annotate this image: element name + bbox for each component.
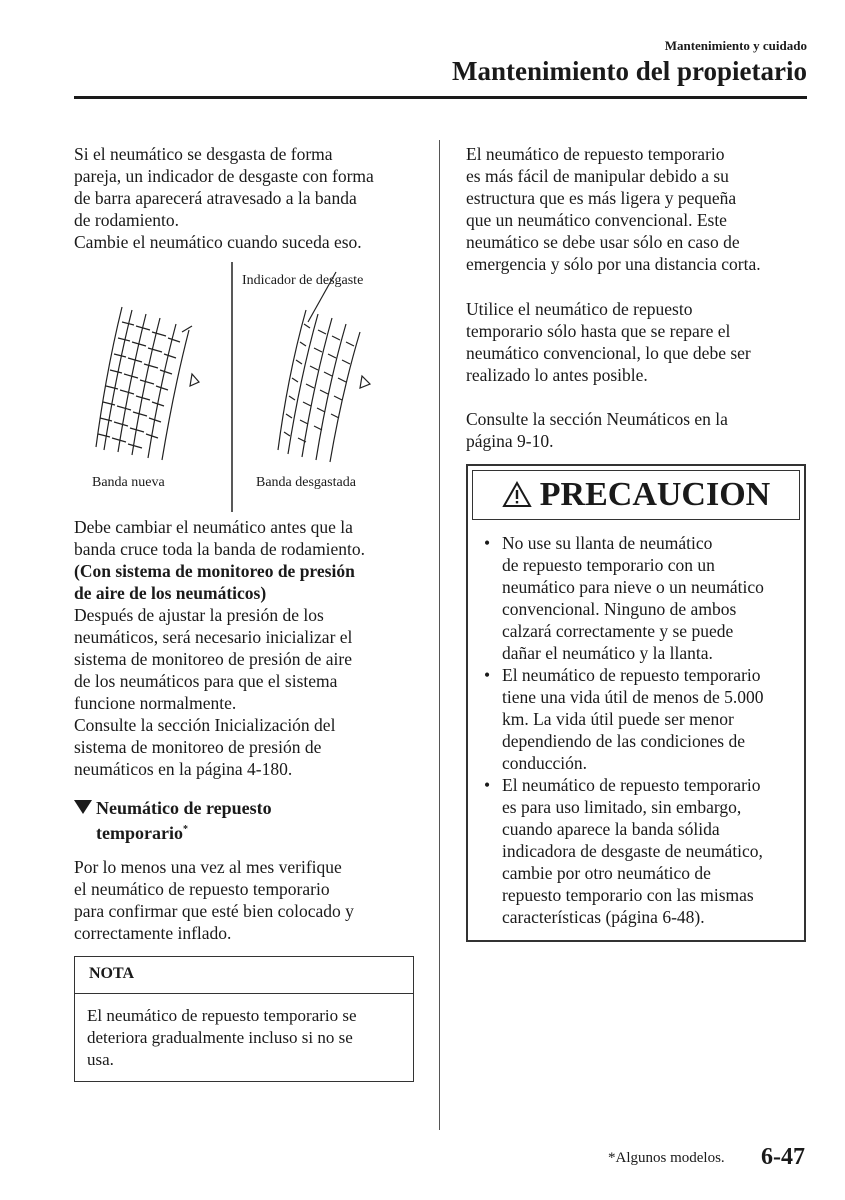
text-line: El neumático de repuesto temporario se [87, 1006, 357, 1025]
text-line: neumáticos en la página 4-180. [74, 759, 293, 779]
caution-title-bar [472, 470, 800, 520]
note-separator [75, 993, 413, 994]
replace-paragraph [74, 516, 365, 780]
header-rule [74, 96, 807, 99]
bullet-icon: • [484, 533, 491, 553]
text-line: El neumático de repuesto temporario [502, 665, 761, 685]
text-line: de rodamiento. [74, 210, 179, 230]
caution-item [484, 532, 764, 664]
text-line: temporario sólo hasta que se repare el [466, 321, 731, 341]
tread-wear-illustration [74, 262, 419, 512]
text-line: convencional. Ninguno de ambos [502, 599, 737, 619]
section-heading-line1: Neumático de repuesto [96, 798, 272, 818]
text-line: neumáticos, será necesario inicializar el [74, 627, 353, 647]
text-line: cambie por otro neumático de [502, 863, 711, 883]
triangle-bullet-icon [74, 800, 92, 814]
running-header-section: Mantenimiento y cuidado [664, 38, 807, 53]
spare-check-paragraph [74, 856, 354, 944]
text-line: km. La vida útil puede ser menor [502, 709, 734, 729]
text-line: usa. [87, 1050, 114, 1069]
text-line: características (página 6-48). [502, 907, 705, 927]
text-line: de repuesto temporario con un [502, 555, 715, 575]
caution-list [484, 532, 764, 928]
text-line: de los neumáticos para que el sistema [74, 671, 338, 691]
text-line: repuesto temporario con las mismas [502, 885, 754, 905]
text-line: El neumático de repuesto temporario [502, 775, 761, 795]
text-line: emergencia y sólo por una distancia corta. [466, 254, 761, 274]
text-line: banda cruce toda la banda de rodamiento. [74, 539, 366, 559]
text-line: Cambie el neumático cuando suceda eso. [74, 232, 362, 252]
text-line: dependiendo de las condiciones de [502, 731, 745, 751]
text-line: realizado lo antes posible. [466, 365, 648, 385]
text-line: neumático convencional, lo que debe ser [466, 343, 751, 363]
text-line: es más fácil de manipular debido a su [466, 166, 729, 186]
text-line: tiene una vida útil de menos de 5.000 [502, 687, 764, 707]
tpms-heading-line: de aire de los neumáticos) [74, 583, 267, 603]
text-line: Utilice el neumático de repuesto [466, 299, 693, 319]
bullet-icon: • [484, 665, 491, 685]
text-line: de barra aparecerá atravesado a la banda [74, 188, 357, 208]
text-line: estructura que es más ligera y pequeña [466, 188, 737, 208]
text-line: funcione normalmente. [74, 693, 237, 713]
text-line: es para uso limitado, sin embargo, [502, 797, 742, 817]
note-box [74, 956, 414, 1082]
text-line: página 9-10. [466, 431, 554, 451]
text-line: dañar el neumático y la llanta. [502, 643, 713, 663]
warning-triangle-icon [502, 481, 532, 508]
text-line: Por lo menos una vez al mes verifique [74, 857, 342, 877]
reference-paragraph [466, 408, 728, 452]
text-line: sistema de monitoreo de presión de [74, 737, 322, 757]
column-divider [439, 140, 440, 1130]
spare-usage-paragraph [466, 298, 751, 386]
caution-title: PRECAUCION [539, 476, 771, 513]
text-line: Debe cambiar el neumático antes que la [74, 517, 353, 537]
note-text [87, 1005, 357, 1071]
page-number: 6-47 [761, 1144, 805, 1170]
section-heading-line2: temporario [96, 823, 183, 843]
text-line: Después de ajustar la presión de los [74, 605, 324, 625]
text-line: No use su llanta de neumático [502, 533, 713, 553]
text-line: neumático para nieve o un neumático [502, 577, 764, 597]
indicator-label: Indicador de desgaste [242, 273, 364, 288]
caution-item [484, 774, 764, 928]
tpms-heading-line: (Con sistema de monitoreo de presión [74, 561, 355, 581]
text-line: El neumático de repuesto temporario [466, 144, 725, 164]
caution-item [484, 664, 764, 774]
text-line: correctamente inflado. [74, 923, 232, 943]
note-title: NOTA [89, 965, 135, 982]
text-line: el neumático de repuesto temporario [74, 879, 330, 899]
text-line: calzará correctamente y se puede [502, 621, 734, 641]
text-line: pareja, un indicador de desgaste con forma [74, 166, 374, 186]
text-line: deteriora gradualmente incluso si no se [87, 1028, 353, 1047]
text-line: sistema de monitoreo de presión de aire [74, 649, 352, 669]
caution-box [466, 464, 806, 942]
text-line: indicadora de desgaste de neumático, [502, 841, 763, 861]
new-tread-label: Banda nueva [92, 475, 165, 490]
bullet-icon: • [484, 775, 491, 795]
text-line: que un neumático convencional. Este [466, 210, 727, 230]
text-line: para confirmar que esté bien colocado y [74, 901, 354, 921]
text-line: cuando aparece la banda sólida [502, 819, 720, 839]
section-heading [74, 797, 272, 844]
tread-wear-figure [74, 262, 419, 512]
new-tread-drawing [96, 307, 199, 460]
text-line: Consulte la sección Inicialización del [74, 715, 336, 735]
text-line: Si el neumático se desgasta de forma [74, 144, 333, 164]
asterisk-mark: * [182, 824, 188, 835]
worn-tread-drawing [278, 272, 370, 462]
spare-intro-paragraph [466, 143, 761, 275]
footnote: *Algunos modelos. [608, 1150, 725, 1166]
text-line: Consulte la sección Neumáticos en la [466, 409, 728, 429]
text-line: conducción. [502, 753, 588, 773]
text-line: neumático se debe usar sólo en caso de [466, 232, 740, 252]
intro-paragraph [74, 143, 374, 253]
worn-tread-label: Banda desgastada [256, 475, 356, 490]
page-title: Mantenimiento del propietario [452, 56, 807, 86]
